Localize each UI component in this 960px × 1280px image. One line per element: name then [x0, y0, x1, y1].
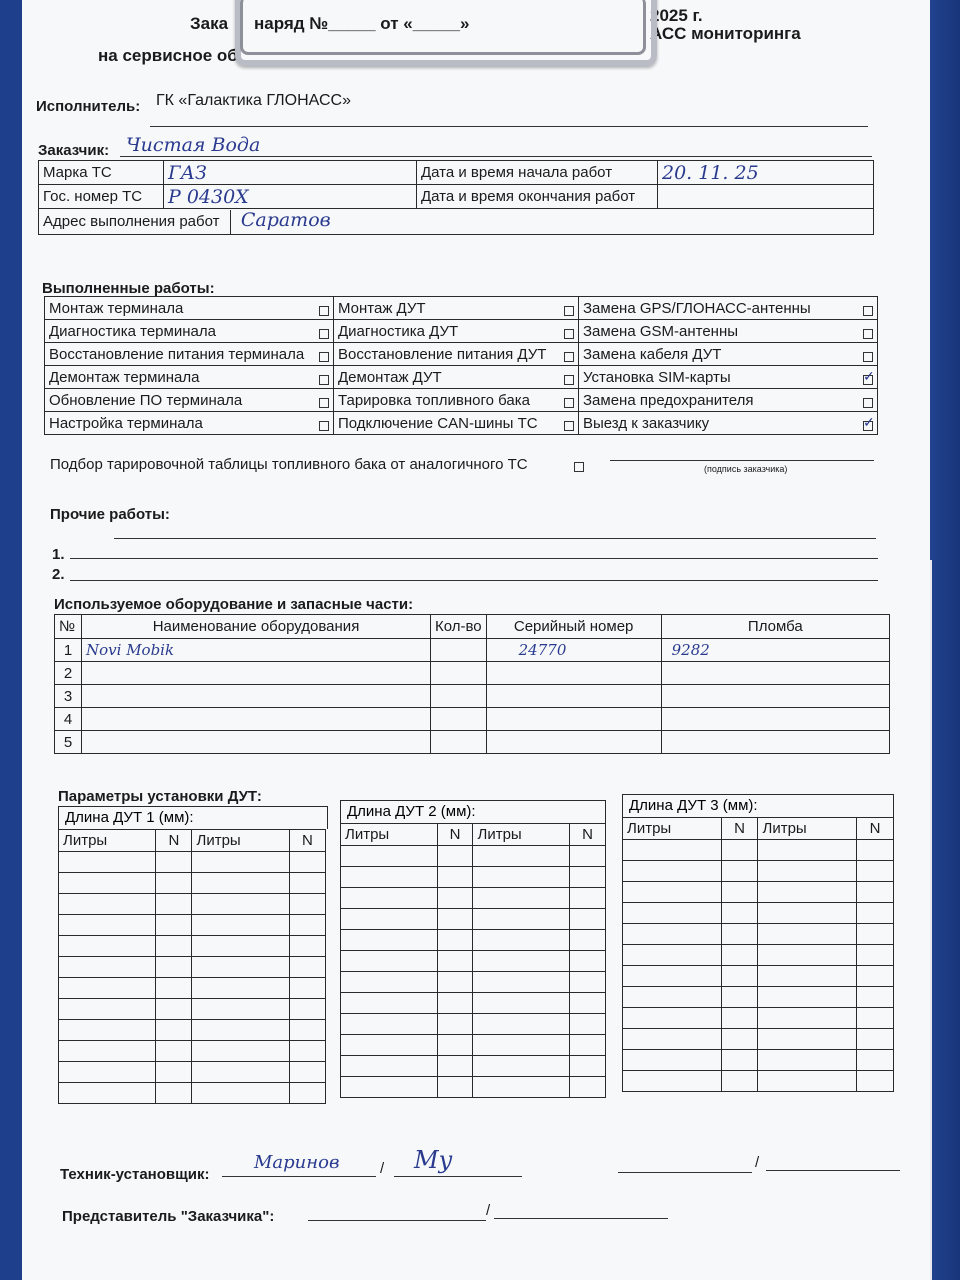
customer-signature-line — [610, 460, 874, 461]
dut-table-2: Длина ДУТ 2 (мм): Литры N Литры N — [340, 800, 606, 1098]
work-item: Монтаж ДУТ — [334, 297, 579, 320]
work-item: Замена GSM-антенны — [579, 320, 878, 343]
dut-table-2-title: Длина ДУТ 2 (мм): — [340, 800, 606, 823]
col-header: Пломба — [661, 615, 889, 639]
work-item: Замена GPS/ГЛОНАСС-антенны — [579, 297, 878, 320]
other-item-2-line — [70, 580, 878, 581]
equipment-name: Novi Mobik — [86, 641, 175, 659]
subtitle-left: на сервисное об — [98, 46, 238, 65]
start-label: Дата и время начала работ — [417, 161, 658, 185]
work-item: Монтаж терминала — [45, 297, 334, 320]
works-title: Выполненные работы: — [42, 280, 215, 297]
col-header: № — [55, 615, 82, 639]
technician-name-line — [222, 1176, 376, 1177]
start-cell — [658, 161, 874, 185]
customer-rep-sign-line — [494, 1218, 668, 1219]
plate-cell — [164, 185, 417, 209]
checkbox[interactable] — [564, 306, 574, 316]
checkbox[interactable] — [863, 352, 873, 362]
customer-value: Чистая Вода — [126, 134, 261, 156]
checkbox[interactable] — [319, 375, 329, 385]
plate-value: Р 0430Х — [168, 185, 249, 208]
calibration-checkbox[interactable] — [574, 462, 584, 472]
second-name-line — [618, 1172, 752, 1173]
work-item: Диагностика ДУТ — [334, 320, 579, 343]
address-label: Адрес выполнения работ — [43, 213, 220, 230]
technician-sign-line — [394, 1176, 522, 1177]
technician-signature: Мy — [414, 1146, 453, 1174]
customer-label: Заказчик: — [38, 142, 110, 159]
work-item: Установка SIM-карты ✓ — [579, 366, 878, 389]
checkbox[interactable] — [319, 421, 329, 431]
work-item: Обновление ПО терминала — [45, 389, 334, 412]
plate-label: Гос. номер ТС — [39, 185, 164, 209]
checkbox[interactable] — [564, 421, 574, 431]
equipment-title: Используемое оборудование и запасные части: — [54, 596, 414, 613]
dut-table-1-title: Длина ДУТ 1 (мм): — [58, 806, 328, 829]
table-row: 5 — [55, 731, 890, 754]
other-works-line — [114, 538, 876, 539]
checkbox[interactable] — [863, 398, 873, 408]
executor-value: ГК «Галактика ГЛОНАСС» — [156, 92, 351, 109]
technician-label: Техник-установщик: — [60, 1166, 210, 1183]
brand-value: ГАЗ — [168, 161, 207, 184]
dut-table-3-title: Длина ДУТ 3 (мм): — [622, 794, 894, 817]
work-item: Восстановление питания ДУТ — [334, 343, 579, 366]
table-row: 1 Novi Mobik 24770 9282 — [55, 639, 890, 662]
brand-cell — [164, 161, 417, 185]
work-item: Демонтаж терминала — [45, 366, 334, 389]
customer-rep-name-line — [308, 1220, 486, 1221]
checkbox[interactable] — [564, 398, 574, 408]
checkbox[interactable] — [863, 329, 873, 339]
end-value — [658, 185, 874, 209]
checkbox[interactable] — [564, 375, 574, 385]
technician-name: Маринов — [254, 1152, 340, 1173]
checkbox[interactable] — [863, 306, 873, 316]
work-item: Подключение CAN-шины ТС — [334, 412, 579, 435]
address-cell — [39, 209, 874, 235]
table-row: 2 — [55, 662, 890, 685]
table-row: 4 — [55, 708, 890, 731]
title-year: 2025 г. — [650, 6, 703, 25]
address-value: Саратов — [240, 209, 331, 231]
col-header: Серийный номер — [486, 615, 661, 639]
other-works-title: Прочие работы: — [50, 506, 170, 523]
work-item: Восстановление питания терминала — [45, 343, 334, 366]
equipment-serial: 24770 — [518, 641, 567, 659]
clipboard-clip-inner — [240, 0, 646, 55]
subtitle-right: АСС мониторинга — [650, 24, 801, 43]
other-item-2: 2. — [52, 566, 65, 583]
start-value: 20. 11. 25 — [662, 161, 759, 184]
customer-rep-slash: / — [486, 1202, 491, 1219]
col-header: Кол-во — [431, 615, 487, 639]
executor-label: Исполнитель: — [36, 98, 141, 115]
table-row: 3 — [55, 685, 890, 708]
second-slash: / — [755, 1154, 760, 1171]
customer-line — [120, 156, 872, 157]
dut-table-1: Длина ДУТ 1 (мм): Литры N Литры N — [58, 806, 328, 1104]
work-item: Замена кабеля ДУТ — [579, 343, 878, 366]
col-header: Наименование оборудования — [82, 615, 431, 639]
work-order-sheet — [22, 0, 930, 1280]
work-item: Диагностика терминала — [45, 320, 334, 343]
equipment-seal: 9282 — [671, 641, 710, 659]
checkbox-checked[interactable] — [863, 375, 873, 385]
works-table — [44, 296, 878, 435]
work-item: Выезд к заказчику ✓ — [579, 412, 878, 435]
checkbox[interactable] — [564, 329, 574, 339]
work-item: Настройка терминала — [45, 412, 334, 435]
calibration-label: Подбор тарировочной таблицы топливного бака от аналогичного ТС — [50, 456, 528, 473]
dut-table-3: Длина ДУТ 3 (мм): Литры N Литры N — [622, 794, 894, 1092]
work-item: Тарировка топливного бака — [334, 389, 579, 412]
checkbox[interactable] — [564, 352, 574, 362]
technician-slash: / — [380, 1160, 385, 1177]
checkbox[interactable] — [319, 329, 329, 339]
brand-label: Марка ТС — [39, 161, 164, 185]
executor-line — [150, 126, 868, 127]
checkbox[interactable] — [319, 398, 329, 408]
equipment-table — [54, 614, 890, 754]
checkbox[interactable] — [319, 306, 329, 316]
end-label: Дата и время окончания работ — [417, 185, 658, 209]
work-item: Демонтаж ДУТ — [334, 366, 579, 389]
title-middle: наряд №_____ от «_____» — [254, 14, 470, 33]
title-left: Зака — [190, 14, 229, 33]
work-item: Замена предохранителя — [579, 389, 878, 412]
checkbox-checked[interactable] — [863, 421, 873, 431]
other-item-1: 1. — [52, 546, 65, 563]
signature-caption: (подпись заказчика) — [704, 464, 788, 474]
dut-title: Параметры установки ДУТ: — [58, 788, 262, 805]
checkbox[interactable] — [319, 352, 329, 362]
vehicle-table — [38, 160, 874, 235]
other-item-1-line — [70, 558, 878, 559]
clipboard-board-left — [0, 0, 22, 1280]
customer-rep-label: Представитель "Заказчика": — [62, 1208, 275, 1225]
second-sign-line — [766, 1170, 900, 1171]
